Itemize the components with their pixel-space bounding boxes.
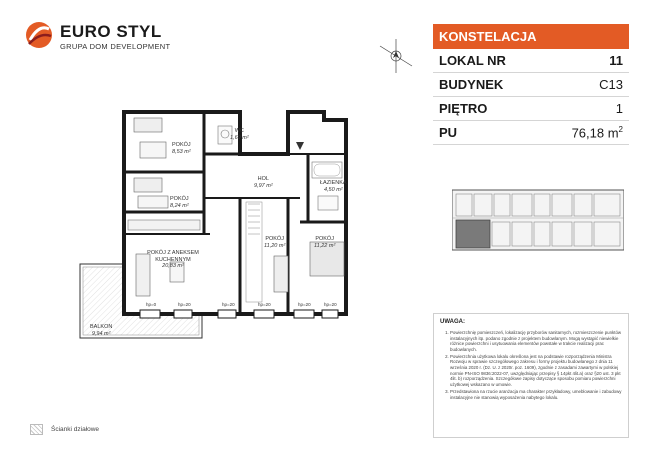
info-value: 11 (609, 53, 623, 68)
sill-height-label: hp=20 (178, 302, 191, 307)
brand-tagline: GRUPA DOM DEVELOPMENT (60, 42, 171, 51)
sill-height-label: hp=20 (258, 302, 271, 307)
info-row-budynek (433, 73, 629, 97)
room-label: HOL 9,97 m² (254, 176, 273, 189)
info-label: PU (439, 125, 458, 140)
info-row-pietro (433, 97, 629, 121)
sill-height-label: hp=0 (146, 302, 157, 307)
room-label: BALKON 9,94 m² (90, 324, 113, 337)
room-labels (78, 106, 368, 356)
room-label: POKÓJ 11,20 m² (264, 236, 286, 249)
room-label: POKÓJ Z ANEKSEM KUCHENNYM 20,83 m² (147, 250, 199, 269)
info-value (572, 125, 623, 140)
eurostyl-logo-icon (24, 20, 54, 50)
info-value: C13 (599, 77, 623, 92)
room-label: POKÓJ 8,53 m² (172, 142, 191, 155)
sill-height-label: hp=20 (324, 302, 337, 307)
sill-height-label: hp=20 (222, 302, 235, 307)
note-item: 1. Powierzchnię pomieszczeń, lokalizację przyborów sanitarnych, rozmieszczenie punktów instalacyjnych itp. podano zgodnie z projektem budowlanym. Mogą wystąpić niewielkie różnice powierzchni i usytuowania elementów powstałe w trakcie realizacji prac budowlanych. (450, 330, 622, 352)
info-label: LOKAL NR (439, 53, 506, 68)
pu-unit-sup: 2 (618, 124, 623, 134)
brand-logo (24, 20, 171, 56)
legend (30, 422, 99, 436)
room-label: ŁAZIENKA 4,50 m² (320, 180, 347, 193)
room-label: POKÓJ 11,22 m² (314, 236, 336, 249)
note-item: 3. Przedstawiona na rzucie aranżacja ma charakter przykładowy, umeblowanie i zabudowy instalacyjne nie stanowią wyposażenia nabytego lokalu. (450, 389, 622, 400)
building-key-plan (452, 182, 624, 262)
info-row-pu (433, 121, 629, 145)
notes-title: UWAGA: (440, 319, 465, 325)
info-label: BUDYNEK (439, 77, 504, 92)
pu-value: 76,18 m (571, 125, 619, 141)
project-name: KONSTELACJA (433, 24, 629, 49)
partition-wall-swatch-icon (30, 424, 43, 435)
info-label: PIĘTRO (439, 101, 488, 116)
north-arrow-icon (376, 36, 416, 76)
legend-label: Ścianki działowe (51, 425, 100, 433)
room-label: WC 1,69 m² (230, 128, 249, 141)
notes-list (440, 330, 622, 400)
room-label: POKÓJ 8,24 m² (170, 196, 189, 209)
sill-height-label: hp=20 (298, 302, 311, 307)
notes-box (433, 313, 629, 438)
brand-name: EURO STYL (60, 22, 162, 41)
apartment-info-table (433, 24, 629, 145)
note-item: 2. Powierzchnia użytkowa lokalu określona jest na podstawie rozporządzenia Ministra Rozwoju w sprawie szczegółowego zakresu i formy projektu budowlanego z dnia 11 września 2020 r. (Dz. U. z 2020r. poz. 1609), zgodnie z zasadami zawartymi w polskiej normie PN-ISO 9836:2022-07, uwzględniając przepisy § 14pkt 4lit.a) oraz §20 ust. 3 pkt 4lit. b) rozporządzenia. Szczegółowe zapisy dotyczące sposobu pomiaru powierzchni użytkowej wskazano w umowie. (450, 354, 622, 388)
info-row-lokal (433, 49, 629, 73)
info-value: 1 (615, 101, 623, 116)
